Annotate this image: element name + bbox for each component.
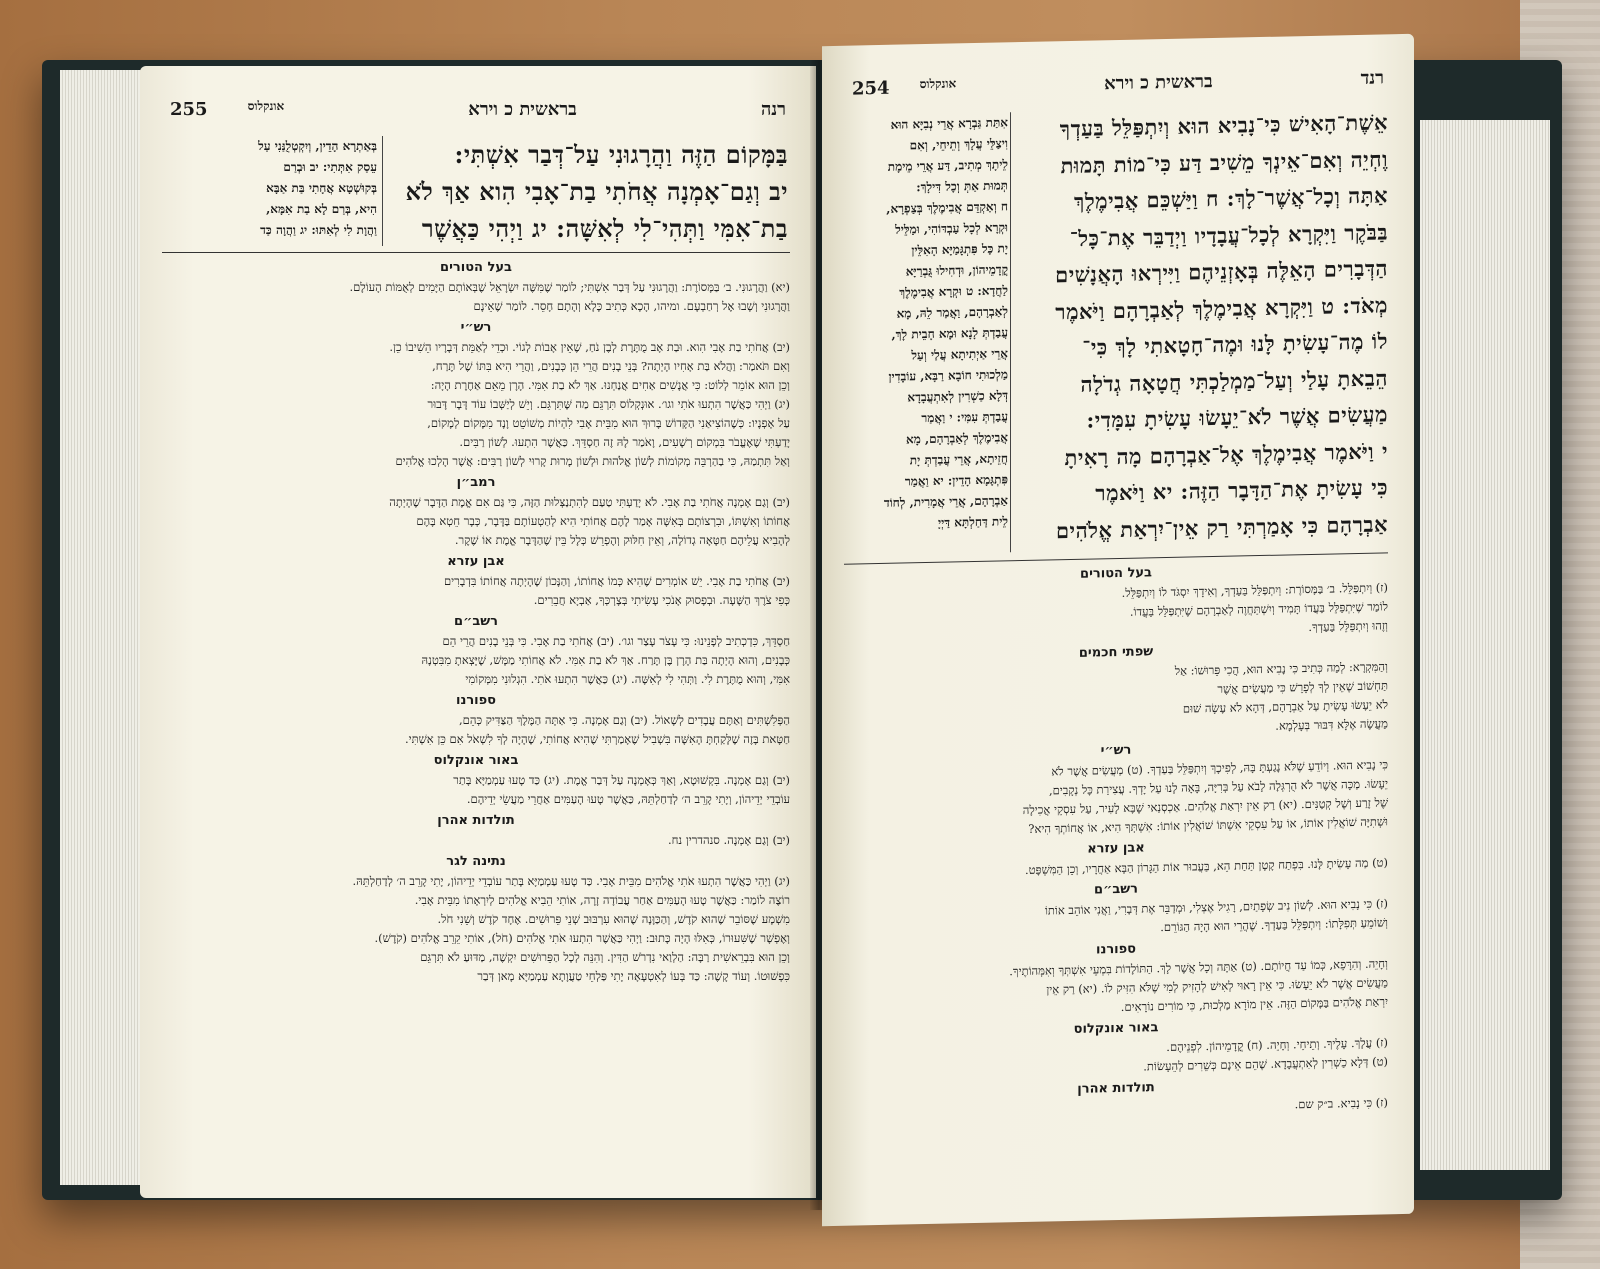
commentary-line: וּשְׁתִיָּה שׁוֹאֲלִין אוֹתוֹ, אוֹ עַל עִסְקֵי אִשְׁתּוֹ שׁוֹאֲלִין אוֹתוֹ: אִשְׁתְּךָ הִיא, אוֹ אֲחוֹתְךָ הִיא? [1028, 814, 1388, 836]
right-commentary [844, 556, 1388, 1123]
main-text-line: אֵשֶׁת־הָאִישׁ כִּי־נָבִיא הוּא וְיִתְפַּלֵּל בַּעַדְךָ [1059, 109, 1388, 142]
left-header-aside [170, 99, 284, 120]
main-text-line: וֶחְיֵה וְאִם־אֵינְךָ מֵשִׁיב דַּע כִּי־מוֹת תָּמוּת [1060, 145, 1388, 178]
commentary-line: כְּפִי צֹרֶךְ הַשָּׁעָה. וּבְפָסוּק אָנֹכִי עָשִׂיתִי בְּצָרְכְּךָ, אַבְיָא חֲבֵרִים. [533, 593, 790, 607]
commentary-line: לְהָבִיא עֲלֵיהֶם חַטָּאָה גְדוֹלָה, וְאֵין חִלּוּק וְהֶפְרֵשׁ כְּלָל בֵּין שֶׁהַדָּבָר אֱמֶת אוֹ שֶׁקֶר. [454, 533, 790, 547]
onkelos-line: ח וְאַקְדֵּם אֲבִימֶלֶךְ בְּצַפְרָא, [886, 199, 1008, 216]
commentary-line: כִּפְשׁוּטוֹ. וְעוֹד קָשֶׁה: כַּד בְּעוֹ לְאִטְעָאָה יָתִי פַּלְחֵי טַעֲוָתָא עַמְמַיָּא מָאן דְּבַר [477, 969, 790, 983]
onkelos-line: דְּלָא כַשְׁרִין לְאִתְעֲבָדָא [907, 388, 1008, 405]
commentary-line: וְזֶהוּ וְיִתְפַּלֵּל בַּעַדְךָ. [1308, 618, 1388, 635]
commentary-line: עַל אָפְנָיו: כְּשֶׁהוֹצִיאַנִי הַקָּדוֹשׁ בָּרוּךְ הוּא מִבֵּית אָבִי לִהְיוֹת מְשׁוֹטֵט וָנָד מִמָּקוֹם לְמָקוֹם, [427, 416, 790, 430]
onkelos-line: אֲבִימֶלֶךְ לְאַבְרָהָם, מָא [906, 430, 1008, 447]
section-title: רמב״ן [456, 475, 496, 490]
commentary-line: (ז) עֲלָךְ. עָלֶיךָ. וְתֵיחֵי. וְחָיֵה. (ח) קֳדָמֵיהוֹן. לִפְנֵיהֶם. [1166, 1035, 1388, 1054]
commentary-line: כְּבָנִים, וְהוּא הָיְתָה בַּת הָרָן בֶּן תֶּרַח. אַךְ לֹא בַת אִמִּי. לֹא אֲחוֹתִי מַמָּשׁ, שֶׁיָּצְאתָ מִבִּטְנָהּ [421, 653, 790, 667]
main-text-line: בַת־אִמִּי וַתְּהִי־לִי לְאִשָּׁה: יג וַיְהִי כַּאֲשֶׁר [421, 214, 788, 243]
section-title: אבן עזרא [447, 554, 505, 569]
main-text-line: לוֹ מֶה־עָשִׂיתָ לָּנוּ וּמֶה־חָטָאתִי לָךְ כִּי־ [1082, 328, 1388, 360]
section-title: באור אונקלוס [1073, 1020, 1159, 1037]
left-page [140, 66, 816, 1198]
right-page-number: 254 [852, 77, 890, 100]
main-text-line: מַעֲשִׂים אֲשֶׁר לֹא־יֵעָשׂוּ עָשִׂיתָ עִמָּדִי: [1086, 401, 1388, 433]
main-text-line: בַּמָּקוֹם הַזֶּה וַהֲרָגוּנִי עַל־דְּבַר אִשְׁתִּי: [454, 140, 788, 169]
section-title: רש״י [460, 320, 492, 335]
section-title: באור אונקלוס [433, 753, 519, 768]
commentary-line: וַהֲרָגוּנִי וְשָׁבוּ אֶל רְחַבְעָם. ומיהו, הָכָא כְּתִיב כָּלָא וְהָתָם חָסֵר. לוֹמַר שֶׁאֵינָם [473, 299, 790, 313]
left-commentary [162, 256, 790, 986]
right-onkelos-text [838, 112, 1008, 536]
onkelos-line: בְּאַתְרָא הָדֵין, וְיִקְטְלֻנַּנִי עַל [258, 139, 377, 153]
commentary-line: מַעֲשִׂים אֲשֶׁר לֹא יֵעָשׂוּ. כִּי אֵין רָאוּי לְאִישׁ לְהָזִיק לְמִי שֶׁלֹּא הִזִּיק לוֹ. (יא) רַק אֵין [1046, 975, 1388, 997]
commentary-line: (ז) כִּי נָבִיא. ב״ק שם. [1294, 1095, 1388, 1112]
section-title: אבן עזרא [1087, 840, 1145, 857]
commentary-line: יֵעָשׂוּ. מַכָּה אֲשֶׁר לֹא הֻרְגְּלָה לָבֹא עַל בְּרִיָּה, בָּאָה לָנוּ עַל יָדְךָ. עֲצִירַת כָּל נְקָבִים, [1048, 776, 1388, 798]
commentary-line: וְשׁוֹמֵעַ תְּפִלָּתוֹ: וְיִתְפַּלֵּל בַּעַדְךָ. שֶׁהֲרֵי הוּא הָיָה הַגּוֹרֵם. [1160, 915, 1388, 935]
commentary-line: (יא) וַהֲרָגוּנִי. ב׳ בַּמָּסוֹרֶת: וַהֲרָגוּנִי עַל דְּבַר אִשְׁתִּי; לוֹמַר שֶׁמִּשֶּׁה יִשְׂרָאֵל שֶׁבְּאוֹתָם הַיָּמִים לְאֻמּוֹת הָעוֹלָם. [349, 280, 790, 294]
commentary-line: אִמִּי, וְהוּא מֻתֶּרֶת לִי. וַתְּהִי לִי לְאִשָּׁה. (יג) כַּאֲשֶׁר הִתְעוּ אֹתִי. הִגְלוּנִי מִמְּקוֹמִי [465, 672, 790, 686]
left-onkelos-text [162, 136, 377, 241]
section-title: שפתי חכמים [1078, 644, 1154, 661]
commentary-line: (ט) מַה עָשִׂיתָ לָּנוּ. בִּפְתַח קָטָן תַּחַת הֵא, בַּעֲבוּר אוֹת הַגָּרוֹן הַבָּא אַחֲרָיו, וְכֵן הַמִּשְׁפָּט. [1024, 855, 1388, 877]
commentary-line: (ט) דְּלָא כַשְׁרִין לְאִתְעֲבָדָא. שֶׁהֵם אֵינָם כְּשֵׁרִים לְהֵעָשׂוֹת. [1143, 1054, 1388, 1074]
onkelos-line: קֳדָמֵיהוֹן, וּדְחִילוּ גֻּבְרַיָּא [905, 262, 1008, 279]
commentary-line: חַסְדֵּךְ, כִּדְכְתִיב לְפָנֵינוּ: כִּי עָצֹר עָצַר וגו׳. (יב) אֲחֹתִי בַת אָבִי. כִּי בְּנֵי בָנִים הֲרֵי הֵם [442, 634, 790, 648]
commentary-line: מִשְׁמָע שֶׁסּוֹבֵר שֶׁהוּא קֹדֶשׁ, וְהַכַּוָּנָה שֶׁהוּא עִרְבּוּב שְׁנֵי פֵּרוּשִׁים. אֶחָד קֹדֶשׁ וְשֵׁנִי חֹל. [437, 912, 790, 926]
section-rule [162, 252, 790, 253]
commentary-line: יָדַעְתִּי שֶׁאֶעֱבֹר בִּמְקוֹם רְשָׁעִים, וָאֹמַר לָהּ זֶה חַסְדֵּךְ. כַּאֲשֶׁר הִתְעוּ. לְשׁוֹן רַבִּים. [459, 435, 790, 449]
onkelos-line: לֵיתָךְ מְתִיב, דַּע אֲרֵי מֵימָת [887, 157, 1008, 174]
section-title: נתינה לגר [446, 854, 506, 869]
right-main-text [1018, 104, 1388, 550]
commentary-line: עוֹבְדֵי יְדֵיהוֹן, וְיָתִי קָרֵב ה׳ לְדַחַלְתֵּהּ, כַּאֲשֶׁר טָעוּ הָעַמִּים אַחֲרֵי מַעֲשֵׂי יְדֵיהֶם. [466, 792, 790, 806]
onkelos-line: לַחֲדָא: ט וּקְרָא אֲבִימֶלֶךְ [899, 283, 1008, 300]
commentary-line: וְחָיֵה. וְהִרָּפֵא, כְּמוֹ עַד חֲיוֹתָם. (ט) אַתָּה וְכָל אֲשֶׁר לָךְ. הַתּוֹלָדוֹת בִּמְעֵי אִשְׁתְּךָ וְאִמְּהוֹתֶיךָ. [1009, 956, 1388, 979]
commentary-line: (יב) אֲחֹתִי בַת אָבִי. יֵשׁ אוֹמְרִים שֶׁהִיא כְּמוֹ אֲחוֹתוֹ, וְהַנָּכוֹן שֶׁהָיְתָה אֲחוֹתוֹ בִּדְבָרִים [443, 574, 790, 588]
commentary-line: וְהַמִּקְרָא: לְמַה כְּתִיב כִּי נָבִיא הוּא, הֲכִי פֵּרוּשׁוֹ: אַל [1174, 659, 1388, 678]
section-title: תולדות אהרן [437, 813, 515, 828]
commentary-line: חַטָּאת בָּזֶה שֶׁלָּקַחְתָּ הָאִשָּׁה בִּשְׁבִיל שֶׁאָמַרְתִּי שֶׁהִיא אֲחוֹתִי, שֶׁהָיָה לְךָ לִשְׁאֹל אִם כֵּן אִשְׁתִּי. [404, 732, 790, 746]
section-title: ספורנו [455, 693, 497, 708]
right-hebrew-page-number: רנד [1360, 66, 1384, 89]
right-running-title: בראשית כ וירא [1104, 70, 1213, 94]
onkelos-line: עֲבַדְתְּ לָנָא וּמָא חָבֵית לָךְ, [891, 325, 1008, 342]
section-title: בעל הטורים [1080, 565, 1152, 582]
commentary-line: מַעֲשֶׂה אֶלָּא דִּבּוּר בְּעָלְמָא. [1275, 716, 1388, 733]
commentary-line: (ז) וְיִתְפַּלֵּל. ב׳ בַּמָּסוֹרֶת: וְיִתְפַּלֵּל בַּעַדְךָ, וְאִידָךְ יִסְגֹּד לוֹ וְיִתְפַּלֵּל. [1121, 580, 1388, 600]
main-text-line: בַּבֹּקֶר וַיִּקְרָא לְכָל־עֲבָדָיו וַיְדַבֵּר אֶת־כָּל־ [1069, 218, 1388, 251]
commentary-line: (יג) וַיְהִי כַּאֲשֶׁר הִתְעוּ אֹתִי אֱלֹהִים מִבֵּית אָבִי. כַּד טָעוּ עַמְמַיָּא בָּתַר עוֹבְדֵי יְדֵיהוֹן, יָתִי קָרֵב ה׳ לְדַחַלְתֵּהּ. [352, 874, 790, 888]
onkelos-line: וִיצַלֵּי עֲלָךְ וְתֵיחֵי, וְאִם [909, 136, 1008, 153]
onkelos-line: מַלְכוּתִי חוֹבָא רַבָּא, עוֹבָדִין [888, 367, 1008, 384]
onkelos-line: יָת כָּל פִּתְגָּמַיָּא הָאִלֵּין [911, 241, 1008, 258]
section-title: רשב״ם [454, 614, 498, 629]
column-divider [1010, 112, 1011, 552]
main-text-line: הֵבֵאתָ עָלַי וְעַל־מַמְלַכְתִּי חֲטָאָה גְדֹלָה [1080, 364, 1388, 397]
onkelos-line: חֲזֵיתָא, אֲרֵי עֲבַדְתְּ יָת [909, 451, 1008, 468]
commentary-line: וְכֵן הוּא בִּבְרֵאשִׁית רַבָּה: הַלְוַאי נִדְרֹשׁ הַדִּין. וְהִנֵּה לְכָל הַפֵּרוּשִׁים יִקְשֶׁה, מַדּוּעַ לֹא תִּרְגֵּם [420, 950, 790, 964]
left-page-header [170, 92, 786, 126]
section-title: בעל הטורים [440, 260, 512, 275]
onkelos-line: אֲרֵי אַיְתִיתָא עֲלַי וְעַל [911, 346, 1008, 363]
commentary-line: הַפְּלִשְׁתִּים וְאַתֶּם עֲבָדִים לְשָׁאוֹל. (יב) וְגַם אָמְנָה. כִּי אַתָּה הַמֶּלֶךְ הַצַּדִּיק כְּהֵם, [459, 713, 790, 727]
commentary-line: כִּי נָבִיא הוּא. וְיוֹדֵעַ שֶׁלֹּא נָגַעְתָּ בָּהּ, לְפִיכָךְ וְיִתְפַּלֵּל בַּעַדְךָ. (ט) מַעֲשִׂים אֲשֶׁר לֹא [1051, 757, 1388, 779]
commentary-line: וְאִם תֹּאמַר: וַהֲלֹא בַּת אָחִיו הָיְתָה? בְּנֵי בָנִים הֲרֵי הֵן כְּבָנִים, וַהֲרֵי הִיא בִּתּוֹ שֶׁל תֶּרַח, [432, 359, 790, 373]
commentary-line: אֲחוֹתוֹ וְאִשְׁתּוֹ, וּבִרְצוֹתָם בְּאִשָּׁה אָמַר לָהֶם אֲחוֹתִי הִיא לְהַטְעוֹתָם בַּדָּבָר, כְּבָר חֵטְא בָּהֶם [416, 514, 790, 528]
main-text-line: אַתָּה וְכָל־אֲשֶׁר־לָךְ: ח וַיַּשְׁכֵּם אֲבִימֶלֶךְ [1074, 182, 1388, 214]
section-title: רשב״ם [1094, 881, 1138, 898]
commentary-line: (יב) וְגַם אָמְנָה. סנהדרין נח. [667, 833, 790, 847]
left-hebrew-page-number: רנה [760, 98, 786, 120]
commentary-line: (ז) כִּי נָבִיא הוּא. לְשׁוֹן נִיב שְׂפָתַיִם, רָגִיל אֶצְלִי, וּמְדַבֵּר אֶת דְּבָרִי, וַאֲנִי אוֹהֵב אוֹתוֹ [1044, 896, 1388, 918]
commentary-line: (יב) אֲחֹתִי בַת אָבִי הִוא. וּבַת אָב מֻתֶּרֶת לְבֶן נֹחַ, שֶׁאֵין אָבוֹת לְגוֹי. וּכְדֵי לְאַמֵּת דְּבָרָיו הֵשִׁיבוֹ כֵן. [389, 340, 790, 354]
onkelos-line: וּקְרָא לְכָל עַבְדּוֹהִי, וּמַלֵּיל [895, 220, 1008, 237]
commentary-line: רוֹצֶה לוֹמַר: כַּאֲשֶׁר טָעוּ הָעַמִּים אַחַר עֲבוֹדָה זָרָה, אוֹתִי הֵבִיא אֱלֹהִים לְיִרְאָתוֹ מִבֵּית אָבִי. [414, 893, 790, 907]
main-text-line: יב וְגַם־אָמְנָה אֲחֹתִי בַת־אָבִי הִוא אַךְ לֹא [405, 177, 788, 206]
right-column-label: אונקלוס [919, 75, 957, 91]
onkelos-line: אִתַּת גַּבְרָא אֲרֵי נְבִיָּא הוּא [890, 115, 1008, 132]
main-text-line: אַבְרָהָם כִּי אָמַרְתִּי רַק אֵין־יִרְאַת אֱלֹהִים [1055, 510, 1388, 543]
commentary-line: וְאַל תִּתְמַהּ, כִּי בַהַרְבֵּה מְקוֹמוֹת לְשׁוֹן אֱלֹהוּת וּלְשׁוֹן מָרוּת קָרוּי לְשׁוֹן רַבִּים: אֲשֶׁר הָלְכוּ אֱלֹהִים [395, 454, 790, 468]
commentary-line: שֶׁל זֶרַע וְשֶׁל קְטַנִּים. (יא) רַק אֵין יִרְאַת אֱלֹהִים. אַכְסְנַאי שֶׁבָּא לָעִיר, עַל עִסְקֵי אֲכִילָה [1022, 795, 1388, 817]
left-running-title: בראשית כ וירא [468, 98, 577, 120]
onkelos-line: עֵסַק אִתְּתִי: יב וּבְרַם [283, 160, 377, 174]
commentary-line: וְכֵן הוּא אוֹמֵר לְלוֹט: כִּי אֲנָשִׁים אַחִים אֲנַחְנוּ. אַךְ לֹא בַת אִמִּי. הָרָן מֵאֵם אַחֶרֶת הָיָה: [430, 378, 790, 392]
right-page-edges [1420, 120, 1550, 1170]
left-column-label: אונקלוס [247, 98, 285, 113]
section-title: רש״י [1100, 742, 1132, 759]
commentary-line: וְאֶפְשָׁר שֶׁשִּׁעוּרוֹ, כְּאִלּוּ הָיָה כָּתוּב: וַיְהִי כַּאֲשֶׁר הִתְעוּ אֹתִי אֱלֹהִים (חֹל), אוֹתִי קֵרֵב אֱלֹהִים (קֹדֶשׁ). [374, 931, 790, 945]
onkelos-line: פִּתְגָּמָא הָדֵין: יא וַאֲמַר [904, 472, 1008, 489]
commentary-line: יִרְאַת אֱלֹהִים בַּמָּקוֹם הַזֶּה. אֵין מוֹרָא מַלְכוּת, כִּי מוֹרִים נוֹרָאִים. [1120, 994, 1388, 1014]
main-text-line: הַדְּבָרִים הָאֵלֶּה בְּאָזְנֵיהֶם וַיִּירְאוּ הָאֲנָשִׁים [1055, 255, 1388, 288]
section-title: תולדות אהרן [1077, 1080, 1155, 1097]
commentary-line: (יג) וַיְהִי כַּאֲשֶׁר הִתְעוּ אֹתִי וגו׳. אוּנְקְלוֹס תִּרְגֵּם מַה שֶּׁתִּרְגֵּם. וְיֵשׁ לְיַשְּׁבוֹ עוֹד דָּבָר דָּבוּר [427, 397, 790, 411]
right-page-header [852, 60, 1384, 105]
onkelos-line: תְּמוּת אַתְּ וְכָל דִּילָךְ: [916, 178, 1008, 195]
main-text-line: י וַיֹּאמֶר אֲבִימֶלֶךְ אֶל־אַבְרָהָם מָה רָאִיתָ [1064, 437, 1388, 470]
main-text-line: כִּי עָשִׂיתָ אֶת־הַדָּבָר הַזֶּה: יא וַיֹּאמֶר [1095, 474, 1388, 506]
commentary-line: לוֹמַר שֶׁיִּתְפַּלֵּל בַּעֲדוֹ תָּמִיד וְיִשְׁתַּחֲוֶה לְאַבְרָהָם שֶׁיִּתְפַּלֵּל בַּעֲדוֹ. [1129, 599, 1388, 619]
onkelos-line: עֲבַדְתְּ עִמִּי: י וַאֲמַר [921, 409, 1008, 426]
left-page-number: 255 [170, 98, 208, 120]
main-text-line: מְאֹד: ט וַיִּקְרָא אֲבִימֶלֶךְ לְאַבְרָהָם וַיֹּאמֶר [1055, 291, 1388, 324]
onkelos-line: וַהֲוָת לִי לְאִתּוּ: יג וַהֲוָה כַּד [260, 223, 377, 237]
right-page [822, 34, 1414, 1226]
onkelos-line: הִיא, בְּרַם לָא בַת אִמָּא, [266, 202, 377, 216]
column-divider [382, 136, 383, 246]
commentary-line: (יב) וְגַם אָמְנָה. בִּקְשׁוּטָא, וְאַךְ כְּאָמְנָה עַל דְּבַר אֱמֶת. (יג) כַּד טָעוּ עַמְמַיָּא בָּתַר [453, 773, 790, 787]
onkelos-line: בְּקוּשְׁטָא אֲחָתִי בַּת אַבָּא [266, 181, 377, 195]
commentary-line: לֹא יֵעָשׂוּ עָשִׂיתָ עַל אַבְרָהָם, דְּהָא לֹא עָשָׂה שׁוּם [1182, 697, 1388, 716]
onkelos-line: לֵית דַּחַלְתָּא דַּיְיָ [937, 514, 1008, 530]
onkelos-line: אַבְרָהָם, אֲרֵי אֲמָרִית, לְחוֹד [883, 493, 1008, 510]
commentary-line: (יב) וְגַם אָמְנָה אֲחֹתִי בַת אָבִי. לֹא יָדַעְתִּי טַעַם לְהִתְנַצְּלוּת הַזֶּה, כִּי גַּם אִם אֱמֶת הַדָּבָר שֶׁהָיְתָה [389, 495, 790, 509]
section-title: ספורנו [1095, 941, 1137, 958]
left-main-text [398, 136, 788, 247]
right-header-aside [852, 76, 956, 99]
onkelos-line: לְאַבְרָהָם, וַאֲמַר לֵהּ, מָא [896, 304, 1008, 321]
commentary-line: תַּחְשׁוֹב שֶׁאֵין לְךָ לְפָרֵשׁ כִּי מַעֲשִׂים אֲשֶׁר [1217, 678, 1388, 696]
